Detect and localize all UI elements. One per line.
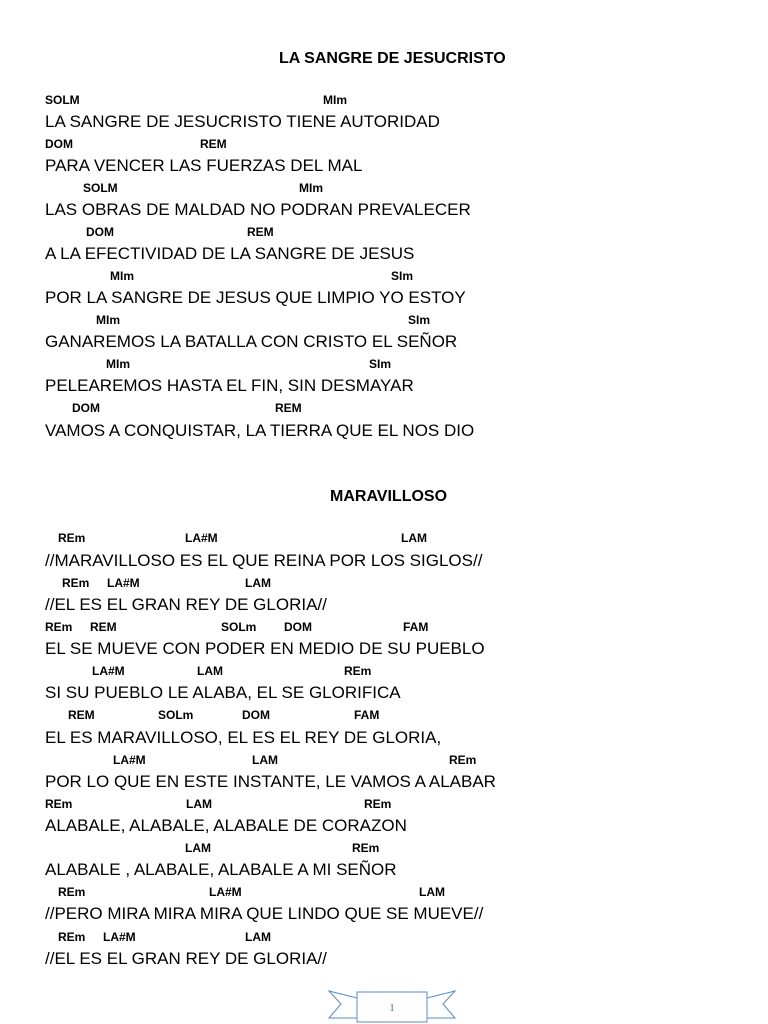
- chord: SOLM: [45, 93, 80, 107]
- chord: DOM: [72, 401, 100, 415]
- chord: MIm: [299, 181, 323, 195]
- chord: DOM: [242, 708, 270, 722]
- chord: LAM: [245, 576, 271, 590]
- chord: LAM: [401, 531, 427, 545]
- lyric-line: A LA EFECTIVIDAD DE LA SANGRE DE JESUS: [45, 244, 415, 263]
- lyric-line: GANAREMOS LA BATALLA CON CRISTO EL SEÑOR: [45, 332, 458, 351]
- lyric-line: LA SANGRE DE JESUCRISTO TIENE AUTORIDAD: [45, 112, 440, 131]
- chord: LA#M: [209, 885, 242, 899]
- chord: FAM: [354, 708, 380, 722]
- chord: DOM: [86, 225, 114, 239]
- chord: LAM: [185, 841, 211, 855]
- chord: SIm: [391, 269, 414, 283]
- chord: FAM: [403, 620, 429, 634]
- chord: LAM: [245, 930, 271, 944]
- chord: REm: [45, 797, 73, 811]
- lyric-line: SI SU PUEBLO LE ALABA, EL SE GLORIFICA: [45, 683, 401, 702]
- song-title: MARAVILLOSO: [330, 488, 448, 505]
- chord: REM: [68, 708, 95, 722]
- chord: LA#M: [107, 576, 140, 590]
- chord: MIm: [106, 357, 130, 371]
- page-number: 1: [389, 1002, 395, 1014]
- chord: REm: [449, 753, 477, 767]
- lyric-line: //PERO MIRA MIRA MIRA QUE LINDO QUE SE MUEVE//: [45, 904, 484, 923]
- chord: REm: [344, 664, 372, 678]
- lyric-line: PELEAREMOS HASTA EL FIN, SIN DESMAYAR: [45, 376, 414, 395]
- chord: SIm: [408, 313, 431, 327]
- chord: REM: [247, 225, 274, 239]
- lyric-line: PARA VENCER LAS FUERZAS DEL MAL: [45, 156, 363, 175]
- song-title: LA SANGRE DE JESUCRISTO: [279, 50, 506, 67]
- chord: LAM: [419, 885, 445, 899]
- chord: REm: [364, 797, 392, 811]
- chord: REm: [45, 620, 73, 634]
- chord: LA#M: [113, 753, 146, 767]
- lyric-line: LAS OBRAS DE MALDAD NO PODRAN PREVALECER: [45, 200, 471, 219]
- chord: REm: [58, 531, 86, 545]
- chord: REm: [62, 576, 90, 590]
- page-number-ribbon: [327, 986, 457, 1024]
- chord: SOLm: [221, 620, 257, 634]
- chord: DOM: [284, 620, 312, 634]
- lyric-line: //EL ES EL GRAN REY DE GLORIA//: [45, 949, 327, 968]
- chord: LAM: [186, 797, 212, 811]
- chord: SIm: [369, 357, 392, 371]
- lyric-line: //MARAVILLOSO ES EL QUE REINA POR LOS SIGLOS//: [45, 551, 483, 570]
- chord: LA#M: [92, 664, 125, 678]
- lyric-line: POR LO QUE EN ESTE INSTANTE, LE VAMOS A ALABAR: [45, 772, 496, 791]
- lyric-line: EL SE MUEVE CON PODER EN MEDIO DE SU PUEBLO: [45, 639, 485, 658]
- chord: SOLm: [158, 708, 194, 722]
- chord: MIm: [323, 93, 347, 107]
- lyric-line: ALABALE, ALABALE, ALABALE DE CORAZON: [45, 816, 407, 835]
- chord: REm: [58, 930, 86, 944]
- chord: REM: [200, 137, 227, 151]
- chord: LAM: [197, 664, 223, 678]
- chord: DOM: [45, 137, 73, 151]
- lyric-line: EL ES MARAVILLOSO, EL ES EL REY DE GLORIA,: [45, 728, 442, 747]
- lyric-line: ALABALE , ALABALE, ALABALE A MI SEÑOR: [45, 860, 397, 879]
- chord: MIm: [110, 269, 134, 283]
- chord: LA#M: [103, 930, 136, 944]
- chord: MIm: [96, 313, 120, 327]
- chord: LAM: [252, 753, 278, 767]
- lyric-line: POR LA SANGRE DE JESUS QUE LIMPIO YO ESTOY: [45, 288, 466, 307]
- chord: REm: [352, 841, 380, 855]
- chord: SOLM: [83, 181, 118, 195]
- chord: REm: [58, 885, 86, 899]
- chord: REM: [90, 620, 117, 634]
- chord: REM: [275, 401, 302, 415]
- lyric-line: VAMOS A CONQUISTAR, LA TIERRA QUE EL NOS DIO: [45, 421, 475, 440]
- chord: LA#M: [185, 531, 218, 545]
- lyric-line: //EL ES EL GRAN REY DE GLORIA//: [45, 595, 327, 614]
